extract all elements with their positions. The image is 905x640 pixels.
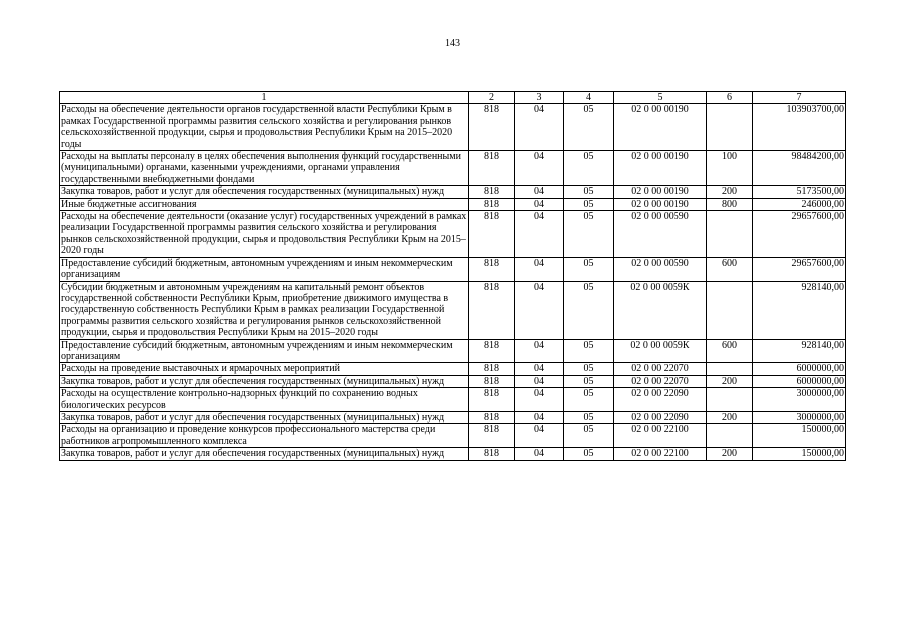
row-amount-cell: 928140,00	[753, 339, 846, 363]
row-subsection-cell: 05	[564, 281, 614, 339]
row-expense-type-cell: 600	[707, 339, 753, 363]
row-amount-cell: 928140,00	[753, 281, 846, 339]
table-row	[60, 424, 846, 448]
budget-table	[59, 91, 846, 461]
row-target-cell: 02 0 00 00190	[614, 186, 707, 198]
row-amount-cell: 6000000,00	[753, 363, 846, 375]
row-target-cell: 02 0 00 22070	[614, 363, 707, 375]
row-amount-cell: 98484200,00	[753, 151, 846, 186]
row-target-cell: 02 0 00 22090	[614, 411, 707, 423]
row-ministry-cell: 818	[469, 257, 515, 281]
row-name-cell: Закупка товаров, работ и услуг для обеспечения государственных (муниципальных) нужд	[60, 186, 469, 198]
row-expense-type-cell: 200	[707, 375, 753, 387]
row-ministry-cell: 818	[469, 198, 515, 210]
header-col-4: 4	[564, 92, 614, 104]
row-expense-type-cell: 100	[707, 151, 753, 186]
row-subsection-cell: 05	[564, 411, 614, 423]
row-section-cell: 04	[515, 186, 564, 198]
row-expense-type-cell	[707, 211, 753, 258]
row-name-cell: Расходы на проведение выставочных и ярмарочных мероприятий	[60, 363, 469, 375]
row-subsection-cell: 05	[564, 211, 614, 258]
row-amount-cell: 5173500,00	[753, 186, 846, 198]
row-target-cell: 02 0 00 00190	[614, 104, 707, 151]
row-expense-type-cell	[707, 104, 753, 151]
row-name-cell: Закупка товаров, работ и услуг для обеспечения государственных (муниципальных) нужд	[60, 448, 469, 460]
row-subsection-cell: 05	[564, 424, 614, 448]
row-section-cell: 04	[515, 375, 564, 387]
row-target-cell: 02 0 00 00590	[614, 211, 707, 258]
row-section-cell: 04	[515, 104, 564, 151]
row-subsection-cell: 05	[564, 363, 614, 375]
header-col-7: 7	[753, 92, 846, 104]
table-row	[60, 257, 846, 281]
row-section-cell: 04	[515, 424, 564, 448]
row-name-cell: Закупка товаров, работ и услуг для обеспечения государственных (муниципальных) нужд	[60, 375, 469, 387]
row-target-cell: 02 0 00 22090	[614, 388, 707, 412]
row-amount-cell: 3000000,00	[753, 388, 846, 412]
row-name-cell: Иные бюджетные ассигнования	[60, 198, 469, 210]
row-name-cell: Закупка товаров, работ и услуг для обеспечения государственных (муниципальных) нужд	[60, 411, 469, 423]
row-section-cell: 04	[515, 363, 564, 375]
row-target-cell: 02 0 00 00190	[614, 151, 707, 186]
page-number: 143	[445, 38, 460, 49]
table-header-row	[60, 92, 846, 104]
row-ministry-cell: 818	[469, 104, 515, 151]
row-expense-type-cell: 200	[707, 411, 753, 423]
table-row	[60, 411, 846, 423]
row-ministry-cell: 818	[469, 281, 515, 339]
table-row	[60, 339, 846, 363]
table-row	[60, 151, 846, 186]
row-name-cell: Расходы на осуществление контрольно-надзорных функций по сохранению водных биологических ресурсов	[60, 388, 469, 412]
header-col-6: 6	[707, 92, 753, 104]
row-ministry-cell: 818	[469, 339, 515, 363]
row-target-cell: 02 0 00 00590	[614, 257, 707, 281]
row-section-cell: 04	[515, 388, 564, 412]
table-row	[60, 388, 846, 412]
row-target-cell: 02 0 00 22100	[614, 448, 707, 460]
row-subsection-cell: 05	[564, 186, 614, 198]
row-section-cell: 04	[515, 281, 564, 339]
row-section-cell: 04	[515, 198, 564, 210]
row-amount-cell: 6000000,00	[753, 375, 846, 387]
row-expense-type-cell	[707, 363, 753, 375]
row-name-cell: Расходы на обеспечение деятельности органов государственной власти Республики Крым в рамках Государственной программы развития сельского хозяйства и регулирования рынков сельскохозяйственной продукции, сырья и продовольствия Республики Крым на 2015–2020 годы	[60, 104, 469, 151]
row-expense-type-cell: 600	[707, 257, 753, 281]
header-col-5: 5	[614, 92, 707, 104]
row-section-cell: 04	[515, 151, 564, 186]
table-row	[60, 448, 846, 460]
row-ministry-cell: 818	[469, 411, 515, 423]
row-section-cell: 04	[515, 257, 564, 281]
row-subsection-cell: 05	[564, 151, 614, 186]
header-col-2: 2	[469, 92, 515, 104]
header-col-3: 3	[515, 92, 564, 104]
row-name-cell: Расходы на выплаты персоналу в целях обеспечения выполнения функций государственными (муниципальными) органами, казенными учреждениями, органами управления государственными внебюджетными фондами	[60, 151, 469, 186]
row-expense-type-cell: 800	[707, 198, 753, 210]
row-expense-type-cell	[707, 281, 753, 339]
header-col-1: 1	[60, 92, 469, 104]
row-ministry-cell: 818	[469, 211, 515, 258]
row-section-cell: 04	[515, 211, 564, 258]
row-expense-type-cell: 200	[707, 448, 753, 460]
row-ministry-cell: 818	[469, 375, 515, 387]
row-subsection-cell: 05	[564, 257, 614, 281]
row-amount-cell: 150000,00	[753, 424, 846, 448]
row-target-cell: 02 0 00 0059К	[614, 339, 707, 363]
row-subsection-cell: 05	[564, 448, 614, 460]
row-ministry-cell: 818	[469, 151, 515, 186]
row-name-cell: Предоставление субсидий бюджетным, автономным учреждениям и иным некоммерческим организациям	[60, 257, 469, 281]
row-section-cell: 04	[515, 448, 564, 460]
row-name-cell: Расходы на организацию и проведение конкурсов профессионального мастерства среди работников агропромышленного комплекса	[60, 424, 469, 448]
row-name-cell: Расходы на обеспечение деятельности (оказание услуг) государственных учреждений в рамках реализации Государственной программы развития сельского хозяйства и регулирования рынков сельскохозяйственной продукции, сырья и продовольствия Республики Крым на 2015–2020 годы	[60, 211, 469, 258]
table-row	[60, 104, 846, 151]
row-subsection-cell: 05	[564, 375, 614, 387]
row-ministry-cell: 818	[469, 186, 515, 198]
row-target-cell: 02 0 00 22100	[614, 424, 707, 448]
row-expense-type-cell: 200	[707, 186, 753, 198]
row-amount-cell: 3000000,00	[753, 411, 846, 423]
row-subsection-cell: 05	[564, 198, 614, 210]
row-section-cell: 04	[515, 411, 564, 423]
table-row	[60, 198, 846, 210]
row-amount-cell: 103903700,00	[753, 104, 846, 151]
row-target-cell: 02 0 00 22070	[614, 375, 707, 387]
row-section-cell: 04	[515, 339, 564, 363]
row-expense-type-cell	[707, 388, 753, 412]
row-subsection-cell: 05	[564, 339, 614, 363]
table-row	[60, 363, 846, 375]
row-subsection-cell: 05	[564, 104, 614, 151]
row-ministry-cell: 818	[469, 448, 515, 460]
row-ministry-cell: 818	[469, 388, 515, 412]
row-amount-cell: 150000,00	[753, 448, 846, 460]
row-amount-cell: 246000,00	[753, 198, 846, 210]
row-name-cell: Субсидии бюджетным и автономным учреждениям на капитальный ремонт объектов государственной собственности Республики Крым, приобретение движимого имущества в государственную собственность Республики Крым в рамках реализации Государственной программы развития сельского хозяйства и регулирования рынков сельскохозяйственной продукции, сырья и продовольствия Республики Крым на 2015–2020 годы	[60, 281, 469, 339]
table-row	[60, 375, 846, 387]
table-row	[60, 281, 846, 339]
row-target-cell: 02 0 00 00190	[614, 198, 707, 210]
row-ministry-cell: 818	[469, 424, 515, 448]
row-subsection-cell: 05	[564, 388, 614, 412]
table-row	[60, 186, 846, 198]
row-amount-cell: 29657600,00	[753, 211, 846, 258]
row-name-cell: Предоставление субсидий бюджетным, автономным учреждениям и иным некоммерческим организациям	[60, 339, 469, 363]
table-row	[60, 211, 846, 258]
row-expense-type-cell	[707, 424, 753, 448]
row-amount-cell: 29657600,00	[753, 257, 846, 281]
row-target-cell: 02 0 00 0059К	[614, 281, 707, 339]
row-ministry-cell: 818	[469, 363, 515, 375]
